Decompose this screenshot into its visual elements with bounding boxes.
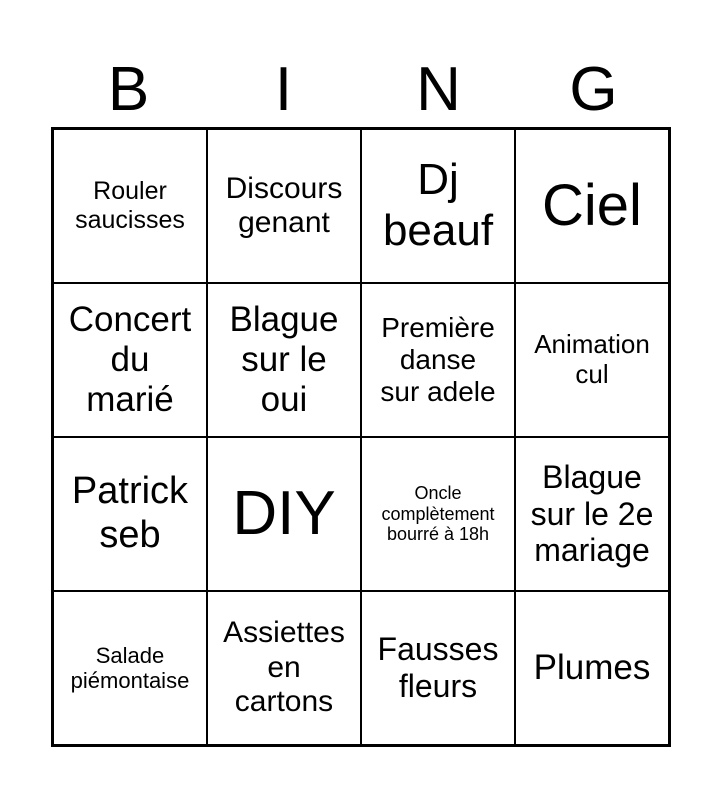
cell-text: Animation cul — [534, 329, 650, 389]
cell-text: Plumes — [533, 647, 651, 687]
bingo-cell[interactable] — [361, 129, 515, 283]
header-letter-g: G — [569, 55, 618, 124]
cell-text: Première danse sur adele — [380, 311, 496, 408]
bingo-cell[interactable] — [207, 591, 361, 745]
cell-text: Blague sur le 2e mariage — [530, 458, 654, 569]
bingo-cell[interactable] — [53, 129, 207, 283]
cell-text: Rouler saucisses — [75, 177, 185, 234]
bingo-cell[interactable] — [515, 591, 669, 745]
bingo-cell[interactable] — [361, 283, 515, 437]
bingo-cell[interactable] — [515, 437, 669, 591]
cell-text: Discours genant — [225, 171, 343, 239]
cell-text: Patrick seb — [71, 470, 189, 556]
cell-text: Ciel — [542, 172, 642, 238]
bingo-board — [51, 127, 671, 747]
cell-text: Oncle complètement bourré à 18h — [381, 482, 495, 545]
bingo-cell[interactable] — [361, 591, 515, 745]
bingo-cell[interactable] — [361, 437, 515, 591]
bingo-cell[interactable] — [53, 283, 207, 437]
bingo-cell[interactable] — [207, 283, 361, 437]
header-letter-n: N — [416, 55, 461, 124]
header-letter-i: I — [274, 55, 293, 124]
bingo-cell[interactable] — [53, 437, 207, 591]
cell-text: Fausses fleurs — [377, 631, 499, 704]
bingo-cell[interactable] — [207, 129, 361, 283]
bingo-cell[interactable] — [207, 437, 361, 591]
cell-text: DIY — [232, 479, 336, 549]
bingo-cell[interactable] — [515, 129, 669, 283]
cell-text: Salade piémontaise — [70, 642, 190, 693]
cell-text: Blague sur le oui — [229, 299, 339, 420]
bingo-cell[interactable] — [53, 591, 207, 745]
cell-text: Concert du marié — [68, 299, 192, 420]
bingo-cell[interactable] — [515, 283, 669, 437]
bingo-header — [51, 52, 671, 128]
cell-text: Assiettes en cartons — [223, 616, 345, 719]
header-letter-b: B — [107, 55, 150, 124]
cell-text: Dj beauf — [382, 155, 494, 255]
